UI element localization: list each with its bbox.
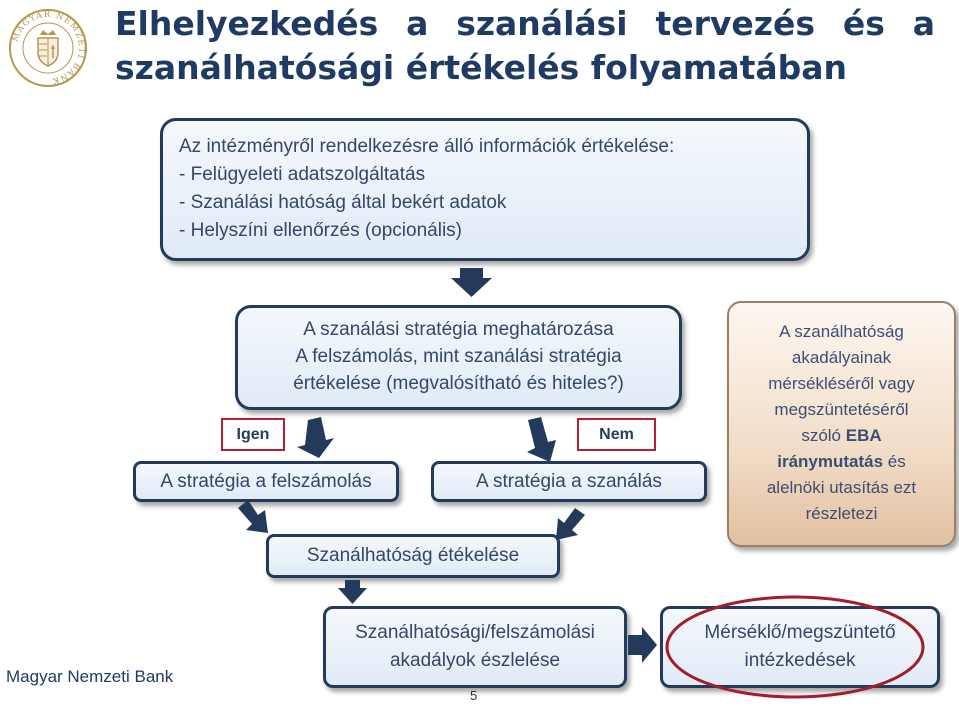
arrow-right-down-icon xyxy=(238,500,268,533)
arrow-down-icon xyxy=(338,580,367,604)
title-line-1: Elhelyezkedés a szanálási tervezés és a xyxy=(115,4,935,43)
logo-text: MAGYAR NEMZETI BANK xyxy=(10,9,87,86)
guideline-bold: iránymutatás xyxy=(777,452,884,471)
eba-line: részletezi xyxy=(805,504,878,523)
arrow-down-right-icon xyxy=(527,417,556,462)
obstacles-line: akadályok észlelése xyxy=(389,650,561,671)
eba-bold: EBA xyxy=(845,426,882,445)
measures-line: intézkedések xyxy=(744,650,856,671)
strategy-line: A felszámolás, mint szanálási stratégia xyxy=(295,346,622,367)
highlight-ellipse xyxy=(667,597,923,697)
strategy-line: A szanálási stratégia meghatározása xyxy=(303,319,614,340)
liquidation-strategy-box: A stratégia a felszámolás xyxy=(133,461,399,502)
eba-line: A szanálhatóság xyxy=(779,322,904,341)
resolution-strategy-box: A stratégia a szanálás xyxy=(431,461,707,502)
arrow-right-icon xyxy=(628,627,657,663)
page-number: 5 xyxy=(470,688,478,703)
info-line: - Felügyeleti adatszolgáltatás xyxy=(179,164,426,185)
measures-line: Mérséklő/megszüntető xyxy=(704,622,896,643)
title-line-2: szanálhatósági értékelés folyamatában xyxy=(115,48,848,87)
eba-line: akadályainak xyxy=(791,348,892,367)
obstacles-line: Szanálhatósági/felszámolási xyxy=(355,622,595,643)
yes-tag: Igen xyxy=(221,418,285,451)
strategy-line: értékelése (megvalósítható és hiteles?) xyxy=(293,373,624,394)
info-line: Az intézményről rendelkezésre álló információk értékelése: xyxy=(179,136,675,157)
eba-line: alelnöki utasítás ezt xyxy=(766,478,917,497)
arrow-down-icon xyxy=(451,268,492,297)
info-line: - Szanálási hatóság által bekért adatok xyxy=(179,192,507,213)
eba-line: mérsékléséről vagy xyxy=(768,374,915,393)
no-tag: Nem xyxy=(577,418,656,451)
arrow-left-down-icon xyxy=(556,508,585,540)
eba-line: megszüntetéséről xyxy=(774,400,909,419)
arrow-down-left-icon xyxy=(297,417,334,458)
resolvability-assessment-box: Szanálhatóság étékelése xyxy=(266,534,560,578)
eba-line-suffix: és xyxy=(883,452,906,471)
eba-line-prefix: szóló xyxy=(801,426,846,445)
footer-bank-name: Magyar Nemzeti Bank xyxy=(6,667,174,686)
info-line: - Helyszíni ellenőrzés (opcionális) xyxy=(179,220,462,241)
